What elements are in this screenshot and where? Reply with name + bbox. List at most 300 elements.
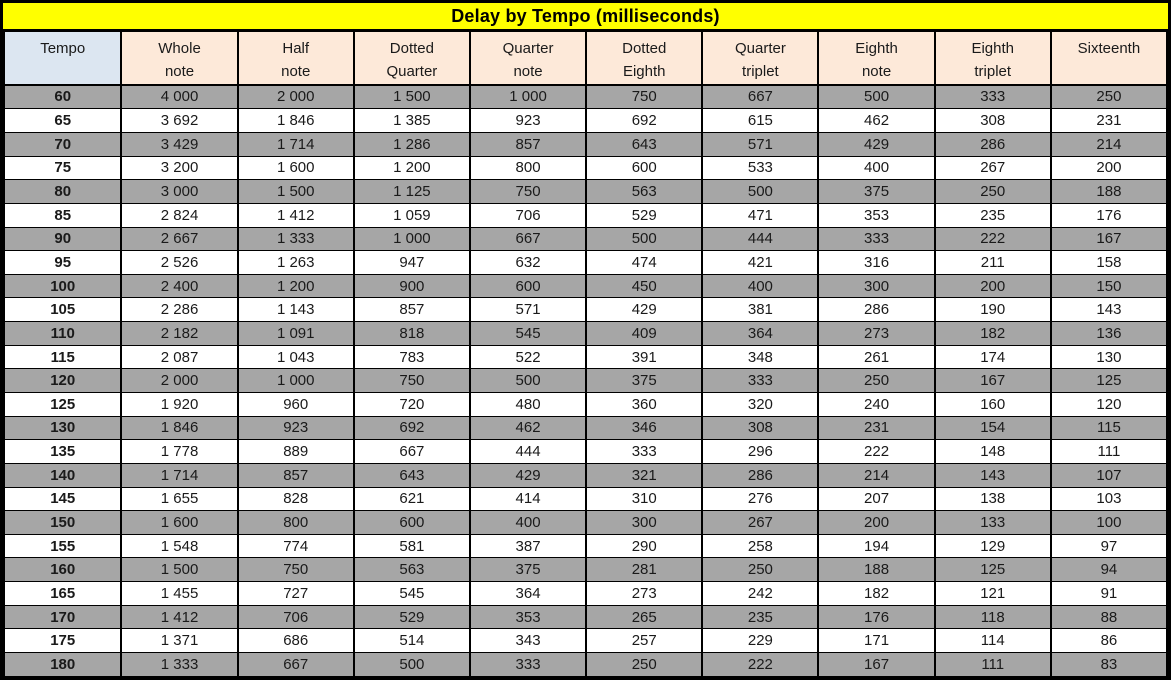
value-cell-half-note: 1 333 — [238, 227, 354, 251]
value-cell-quarter-note: 500 — [470, 369, 586, 393]
table-row-tempo-65 — [4, 109, 1167, 133]
value-cell-quarter-note: 400 — [470, 511, 586, 535]
tempo-cell: 150 — [4, 511, 121, 535]
value-cell-eighth-note: 167 — [818, 653, 934, 677]
value-cell-dotted-quarter: 783 — [354, 345, 470, 369]
value-cell-eighth-note: 273 — [818, 322, 934, 346]
value-cell-whole-note: 1 455 — [121, 582, 237, 606]
value-cell-quarter-triplet: 615 — [702, 109, 818, 133]
value-cell-quarter-triplet: 276 — [702, 487, 818, 511]
tempo-cell: 140 — [4, 463, 121, 487]
column-header-quarter-note — [470, 32, 586, 85]
value-cell-quarter-note: 600 — [470, 274, 586, 298]
value-cell-dotted-quarter: 818 — [354, 322, 470, 346]
value-cell-quarter-note: 414 — [470, 487, 586, 511]
value-cell-quarter-note: 343 — [470, 629, 586, 653]
value-cell-dotted-eighth: 360 — [586, 392, 702, 416]
value-cell-dotted-quarter: 545 — [354, 582, 470, 606]
value-cell-whole-note: 2 087 — [121, 345, 237, 369]
value-cell-quarter-note: 353 — [470, 605, 586, 629]
value-cell-eighth-triplet: 138 — [935, 487, 1051, 511]
column-header-half-note-line2: note — [281, 63, 311, 80]
value-cell-eighth-triplet: 286 — [935, 132, 1051, 156]
value-cell-quarter-note: 750 — [470, 180, 586, 204]
table-row-tempo-95 — [4, 251, 1167, 275]
value-cell-quarter-note: 375 — [470, 558, 586, 582]
value-cell-whole-note: 3 200 — [121, 156, 237, 180]
table-row-tempo-125 — [4, 392, 1167, 416]
value-cell-dotted-quarter: 500 — [354, 653, 470, 677]
value-cell-quarter-note: 632 — [470, 251, 586, 275]
value-cell-quarter-triplet: 250 — [702, 558, 818, 582]
value-cell-sixteenth: 107 — [1051, 463, 1167, 487]
column-header-dotted-eighth-line2: Eighth — [622, 63, 666, 80]
value-cell-half-note: 2 000 — [238, 85, 354, 109]
value-cell-eighth-triplet: 121 — [935, 582, 1051, 606]
table-row-tempo-90 — [4, 227, 1167, 251]
value-cell-quarter-note: 706 — [470, 203, 586, 227]
value-cell-half-note: 828 — [238, 487, 354, 511]
value-cell-quarter-note: 364 — [470, 582, 586, 606]
table-row-tempo-140 — [4, 463, 1167, 487]
value-cell-half-note: 1 412 — [238, 203, 354, 227]
value-cell-quarter-triplet: 242 — [702, 582, 818, 606]
value-cell-dotted-quarter: 1 000 — [354, 227, 470, 251]
column-header-sixteenth — [1051, 32, 1167, 85]
value-cell-eighth-note: 400 — [818, 156, 934, 180]
value-cell-sixteenth: 200 — [1051, 156, 1167, 180]
value-cell-dotted-eighth: 563 — [586, 180, 702, 204]
value-cell-whole-note: 1 412 — [121, 605, 237, 629]
value-cell-quarter-triplet: 533 — [702, 156, 818, 180]
tempo-cell: 110 — [4, 322, 121, 346]
value-cell-dotted-eighth: 643 — [586, 132, 702, 156]
table-row-tempo-160 — [4, 558, 1167, 582]
value-cell-eighth-triplet: 250 — [935, 180, 1051, 204]
value-cell-dotted-eighth: 300 — [586, 511, 702, 535]
value-cell-dotted-quarter: 514 — [354, 629, 470, 653]
value-cell-eighth-note: 333 — [818, 227, 934, 251]
value-cell-eighth-note: 200 — [818, 511, 934, 535]
tempo-cell: 70 — [4, 132, 121, 156]
value-cell-half-note: 1 091 — [238, 322, 354, 346]
column-header-eighth-note-line2: note — [861, 63, 892, 80]
table-row-tempo-60 — [4, 85, 1167, 109]
value-cell-dotted-eighth: 692 — [586, 109, 702, 133]
table-row-tempo-135 — [4, 440, 1167, 464]
value-cell-sixteenth: 115 — [1051, 416, 1167, 440]
value-cell-eighth-triplet: 167 — [935, 369, 1051, 393]
value-cell-whole-note: 1 778 — [121, 440, 237, 464]
column-header-quarter-note-line2: note — [513, 63, 543, 80]
value-cell-eighth-note: 194 — [818, 534, 934, 558]
value-cell-eighth-note: 240 — [818, 392, 934, 416]
value-cell-eighth-triplet: 308 — [935, 109, 1051, 133]
value-cell-eighth-triplet: 125 — [935, 558, 1051, 582]
value-cell-dotted-quarter: 621 — [354, 487, 470, 511]
value-cell-half-note: 1 846 — [238, 109, 354, 133]
value-cell-dotted-quarter: 1 125 — [354, 180, 470, 204]
value-cell-dotted-quarter: 720 — [354, 392, 470, 416]
value-cell-half-note: 923 — [238, 416, 354, 440]
table-title: Delay by Tempo (milliseconds) — [3, 3, 1168, 31]
value-cell-quarter-triplet: 348 — [702, 345, 818, 369]
column-header-whole-note — [121, 32, 237, 85]
value-cell-whole-note: 2 667 — [121, 227, 237, 251]
value-cell-dotted-eighth: 346 — [586, 416, 702, 440]
value-cell-sixteenth: 91 — [1051, 582, 1167, 606]
table-header — [4, 32, 1167, 85]
value-cell-quarter-triplet: 421 — [702, 251, 818, 275]
value-cell-sixteenth: 130 — [1051, 345, 1167, 369]
value-cell-quarter-note: 857 — [470, 132, 586, 156]
value-cell-quarter-note: 571 — [470, 298, 586, 322]
column-header-dotted-quarter-line2: Quarter — [386, 63, 438, 80]
value-cell-eighth-triplet: 222 — [935, 227, 1051, 251]
value-cell-eighth-triplet: 154 — [935, 416, 1051, 440]
value-cell-whole-note: 1 500 — [121, 558, 237, 582]
value-cell-quarter-note: 667 — [470, 227, 586, 251]
value-cell-half-note: 1 043 — [238, 345, 354, 369]
value-cell-dotted-quarter: 600 — [354, 511, 470, 535]
value-cell-half-note: 774 — [238, 534, 354, 558]
table-row-tempo-80 — [4, 180, 1167, 204]
tempo-cell: 90 — [4, 227, 121, 251]
value-cell-dotted-eighth: 450 — [586, 274, 702, 298]
value-cell-whole-note: 1 548 — [121, 534, 237, 558]
value-cell-whole-note: 2 182 — [121, 322, 237, 346]
value-cell-quarter-triplet: 500 — [702, 180, 818, 204]
column-header-dotted-quarter-line1: Dotted — [389, 40, 434, 57]
column-header-quarter-triplet — [702, 32, 818, 85]
value-cell-quarter-triplet: 296 — [702, 440, 818, 464]
value-cell-eighth-note: 171 — [818, 629, 934, 653]
value-cell-dotted-eighth: 265 — [586, 605, 702, 629]
column-header-half-note-line1: Half — [282, 40, 310, 57]
value-cell-quarter-triplet: 333 — [702, 369, 818, 393]
value-cell-dotted-eighth: 474 — [586, 251, 702, 275]
value-cell-dotted-quarter: 1 286 — [354, 132, 470, 156]
value-cell-dotted-quarter: 1 385 — [354, 109, 470, 133]
tempo-cell: 105 — [4, 298, 121, 322]
value-cell-eighth-triplet: 133 — [935, 511, 1051, 535]
value-cell-eighth-triplet: 200 — [935, 274, 1051, 298]
value-cell-dotted-eighth: 391 — [586, 345, 702, 369]
value-cell-whole-note: 1 846 — [121, 416, 237, 440]
value-cell-sixteenth: 103 — [1051, 487, 1167, 511]
value-cell-sixteenth: 176 — [1051, 203, 1167, 227]
value-cell-quarter-note: 522 — [470, 345, 586, 369]
table-row-tempo-155 — [4, 534, 1167, 558]
table-row-tempo-150 — [4, 511, 1167, 535]
value-cell-whole-note: 2 824 — [121, 203, 237, 227]
table-row-tempo-165 — [4, 582, 1167, 606]
value-cell-eighth-triplet: 160 — [935, 392, 1051, 416]
value-cell-sixteenth: 97 — [1051, 534, 1167, 558]
value-cell-quarter-triplet: 400 — [702, 274, 818, 298]
value-cell-quarter-triplet: 267 — [702, 511, 818, 535]
tempo-cell: 135 — [4, 440, 121, 464]
delay-by-tempo-table — [3, 31, 1168, 677]
tempo-cell: 80 — [4, 180, 121, 204]
column-header-sixteenth-line1: Sixteenth — [1077, 40, 1141, 57]
table-row-tempo-120 — [4, 369, 1167, 393]
value-cell-half-note: 667 — [238, 653, 354, 677]
value-cell-eighth-note: 207 — [818, 487, 934, 511]
value-cell-eighth-triplet: 111 — [935, 653, 1051, 677]
column-header-quarter-note-line1: Quarter — [502, 40, 554, 57]
value-cell-eighth-triplet: 148 — [935, 440, 1051, 464]
value-cell-dotted-quarter: 900 — [354, 274, 470, 298]
table-row-tempo-175 — [4, 629, 1167, 653]
tempo-cell: 85 — [4, 203, 121, 227]
value-cell-sixteenth: 250 — [1051, 85, 1167, 109]
tempo-cell: 60 — [4, 85, 121, 109]
column-header-whole-note-line1: Whole — [158, 40, 201, 57]
value-cell-quarter-triplet: 571 — [702, 132, 818, 156]
value-cell-dotted-quarter: 581 — [354, 534, 470, 558]
table-row-tempo-105 — [4, 298, 1167, 322]
value-cell-dotted-eighth: 409 — [586, 322, 702, 346]
value-cell-whole-note: 1 333 — [121, 653, 237, 677]
value-cell-quarter-triplet: 471 — [702, 203, 818, 227]
value-cell-sixteenth: 136 — [1051, 322, 1167, 346]
value-cell-eighth-note: 353 — [818, 203, 934, 227]
tempo-cell: 95 — [4, 251, 121, 275]
tempo-cell: 160 — [4, 558, 121, 582]
value-cell-eighth-note: 500 — [818, 85, 934, 109]
tempo-cell: 115 — [4, 345, 121, 369]
value-cell-eighth-triplet: 190 — [935, 298, 1051, 322]
header-row — [4, 32, 1167, 85]
value-cell-dotted-quarter: 1 200 — [354, 156, 470, 180]
tempo-cell: 120 — [4, 369, 121, 393]
value-cell-eighth-note: 261 — [818, 345, 934, 369]
value-cell-whole-note: 3 429 — [121, 132, 237, 156]
value-cell-whole-note: 1 714 — [121, 463, 237, 487]
value-cell-quarter-note: 429 — [470, 463, 586, 487]
value-cell-dotted-eighth: 529 — [586, 203, 702, 227]
column-header-half-note — [238, 32, 354, 85]
value-cell-half-note: 857 — [238, 463, 354, 487]
value-cell-whole-note: 4 000 — [121, 85, 237, 109]
value-cell-dotted-eighth: 310 — [586, 487, 702, 511]
value-cell-sixteenth: 100 — [1051, 511, 1167, 535]
column-header-eighth-triplet-line2: triplet — [974, 63, 1012, 80]
table-row-tempo-110 — [4, 322, 1167, 346]
column-header-eighth-triplet — [935, 32, 1051, 85]
value-cell-dotted-eighth: 429 — [586, 298, 702, 322]
value-cell-quarter-note: 545 — [470, 322, 586, 346]
value-cell-whole-note: 2 526 — [121, 251, 237, 275]
value-cell-quarter-triplet: 222 — [702, 653, 818, 677]
value-cell-dotted-quarter: 692 — [354, 416, 470, 440]
tempo-cell: 180 — [4, 653, 121, 677]
value-cell-half-note: 686 — [238, 629, 354, 653]
value-cell-eighth-note: 214 — [818, 463, 934, 487]
value-cell-eighth-note: 231 — [818, 416, 934, 440]
value-cell-sixteenth: 83 — [1051, 653, 1167, 677]
table-row-tempo-70 — [4, 132, 1167, 156]
value-cell-quarter-note: 1 000 — [470, 85, 586, 109]
value-cell-dotted-quarter: 643 — [354, 463, 470, 487]
value-cell-dotted-eighth: 290 — [586, 534, 702, 558]
column-header-dotted-eighth — [586, 32, 702, 85]
value-cell-sixteenth: 125 — [1051, 369, 1167, 393]
table-row-tempo-100 — [4, 274, 1167, 298]
value-cell-sixteenth: 158 — [1051, 251, 1167, 275]
value-cell-dotted-quarter: 857 — [354, 298, 470, 322]
value-cell-eighth-triplet: 114 — [935, 629, 1051, 653]
value-cell-dotted-eighth: 600 — [586, 156, 702, 180]
value-cell-half-note: 960 — [238, 392, 354, 416]
column-header-eighth-triplet-line1: Eighth — [971, 40, 1015, 57]
tempo-cell: 145 — [4, 487, 121, 511]
tempo-cell: 130 — [4, 416, 121, 440]
value-cell-eighth-note: 176 — [818, 605, 934, 629]
column-header-dotted-quarter — [354, 32, 470, 85]
tempo-cell: 155 — [4, 534, 121, 558]
tempo-cell: 175 — [4, 629, 121, 653]
value-cell-dotted-quarter: 947 — [354, 251, 470, 275]
value-cell-sixteenth: 120 — [1051, 392, 1167, 416]
value-cell-eighth-note: 182 — [818, 582, 934, 606]
table-row-tempo-170 — [4, 605, 1167, 629]
value-cell-half-note: 1 714 — [238, 132, 354, 156]
value-cell-dotted-eighth: 273 — [586, 582, 702, 606]
tempo-cell: 100 — [4, 274, 121, 298]
tempo-cell: 75 — [4, 156, 121, 180]
value-cell-eighth-note: 222 — [818, 440, 934, 464]
value-cell-half-note: 889 — [238, 440, 354, 464]
value-cell-whole-note: 1 600 — [121, 511, 237, 535]
value-cell-eighth-note: 286 — [818, 298, 934, 322]
value-cell-half-note: 1 600 — [238, 156, 354, 180]
table-row-tempo-115 — [4, 345, 1167, 369]
value-cell-sixteenth: 86 — [1051, 629, 1167, 653]
value-cell-quarter-triplet: 444 — [702, 227, 818, 251]
value-cell-eighth-note: 300 — [818, 274, 934, 298]
table-row-tempo-130 — [4, 416, 1167, 440]
value-cell-half-note: 1 263 — [238, 251, 354, 275]
value-cell-sixteenth: 94 — [1051, 558, 1167, 582]
value-cell-sixteenth: 143 — [1051, 298, 1167, 322]
value-cell-sixteenth: 167 — [1051, 227, 1167, 251]
value-cell-eighth-triplet: 174 — [935, 345, 1051, 369]
value-cell-whole-note: 3 692 — [121, 109, 237, 133]
value-cell-eighth-note: 316 — [818, 251, 934, 275]
value-cell-quarter-note: 800 — [470, 156, 586, 180]
value-cell-dotted-quarter: 1 500 — [354, 85, 470, 109]
value-cell-dotted-eighth: 375 — [586, 369, 702, 393]
value-cell-sixteenth: 88 — [1051, 605, 1167, 629]
value-cell-whole-note: 2 400 — [121, 274, 237, 298]
value-cell-half-note: 706 — [238, 605, 354, 629]
tempo-cell: 65 — [4, 109, 121, 133]
value-cell-dotted-eighth: 500 — [586, 227, 702, 251]
value-cell-half-note: 727 — [238, 582, 354, 606]
value-cell-quarter-triplet: 286 — [702, 463, 818, 487]
value-cell-eighth-note: 375 — [818, 180, 934, 204]
value-cell-dotted-quarter: 563 — [354, 558, 470, 582]
value-cell-whole-note: 1 920 — [121, 392, 237, 416]
value-cell-sixteenth: 150 — [1051, 274, 1167, 298]
value-cell-half-note: 1 143 — [238, 298, 354, 322]
tempo-cell: 125 — [4, 392, 121, 416]
value-cell-whole-note: 1 655 — [121, 487, 237, 511]
value-cell-dotted-quarter: 529 — [354, 605, 470, 629]
value-cell-eighth-triplet: 333 — [935, 85, 1051, 109]
value-cell-whole-note: 2 286 — [121, 298, 237, 322]
value-cell-eighth-triplet: 182 — [935, 322, 1051, 346]
column-header-quarter-triplet-line2: triplet — [742, 63, 779, 80]
tempo-cell: 170 — [4, 605, 121, 629]
value-cell-quarter-note: 480 — [470, 392, 586, 416]
column-header-tempo — [4, 32, 121, 85]
table-row-tempo-85 — [4, 203, 1167, 227]
value-cell-eighth-note: 188 — [818, 558, 934, 582]
value-cell-dotted-quarter: 667 — [354, 440, 470, 464]
table-body — [4, 85, 1167, 677]
value-cell-eighth-note: 250 — [818, 369, 934, 393]
value-cell-sixteenth: 111 — [1051, 440, 1167, 464]
column-header-whole-note-line2: note — [164, 63, 195, 80]
value-cell-quarter-triplet: 667 — [702, 85, 818, 109]
value-cell-dotted-eighth: 250 — [586, 653, 702, 677]
table-row-tempo-75 — [4, 156, 1167, 180]
value-cell-dotted-eighth: 257 — [586, 629, 702, 653]
table-row-tempo-180 — [4, 653, 1167, 677]
value-cell-eighth-note: 429 — [818, 132, 934, 156]
tempo-cell: 165 — [4, 582, 121, 606]
value-cell-dotted-eighth: 333 — [586, 440, 702, 464]
value-cell-half-note: 1 200 — [238, 274, 354, 298]
value-cell-sixteenth: 231 — [1051, 109, 1167, 133]
table-row-tempo-145 — [4, 487, 1167, 511]
value-cell-eighth-triplet: 235 — [935, 203, 1051, 227]
value-cell-half-note: 1 000 — [238, 369, 354, 393]
value-cell-dotted-quarter: 750 — [354, 369, 470, 393]
column-header-quarter-triplet-line1: Quarter — [734, 40, 786, 57]
value-cell-quarter-note: 444 — [470, 440, 586, 464]
value-cell-eighth-triplet: 267 — [935, 156, 1051, 180]
value-cell-quarter-note: 462 — [470, 416, 586, 440]
value-cell-dotted-eighth: 321 — [586, 463, 702, 487]
column-header-eighth-note — [818, 32, 934, 85]
value-cell-eighth-triplet: 118 — [935, 605, 1051, 629]
value-cell-quarter-note: 923 — [470, 109, 586, 133]
column-header-dotted-eighth-line1: Dotted — [622, 40, 667, 57]
value-cell-sixteenth: 214 — [1051, 132, 1167, 156]
value-cell-half-note: 800 — [238, 511, 354, 535]
value-cell-dotted-eighth: 750 — [586, 85, 702, 109]
value-cell-quarter-triplet: 320 — [702, 392, 818, 416]
value-cell-whole-note: 3 000 — [121, 180, 237, 204]
value-cell-dotted-eighth: 281 — [586, 558, 702, 582]
column-header-tempo-line1: Tempo — [40, 40, 86, 57]
value-cell-quarter-triplet: 229 — [702, 629, 818, 653]
value-cell-half-note: 750 — [238, 558, 354, 582]
value-cell-whole-note: 2 000 — [121, 369, 237, 393]
value-cell-whole-note: 1 371 — [121, 629, 237, 653]
value-cell-quarter-triplet: 381 — [702, 298, 818, 322]
value-cell-quarter-note: 387 — [470, 534, 586, 558]
value-cell-half-note: 1 500 — [238, 180, 354, 204]
value-cell-eighth-triplet: 211 — [935, 251, 1051, 275]
column-header-eighth-note-line1: Eighth — [855, 40, 898, 57]
value-cell-quarter-triplet: 258 — [702, 534, 818, 558]
value-cell-dotted-quarter: 1 059 — [354, 203, 470, 227]
